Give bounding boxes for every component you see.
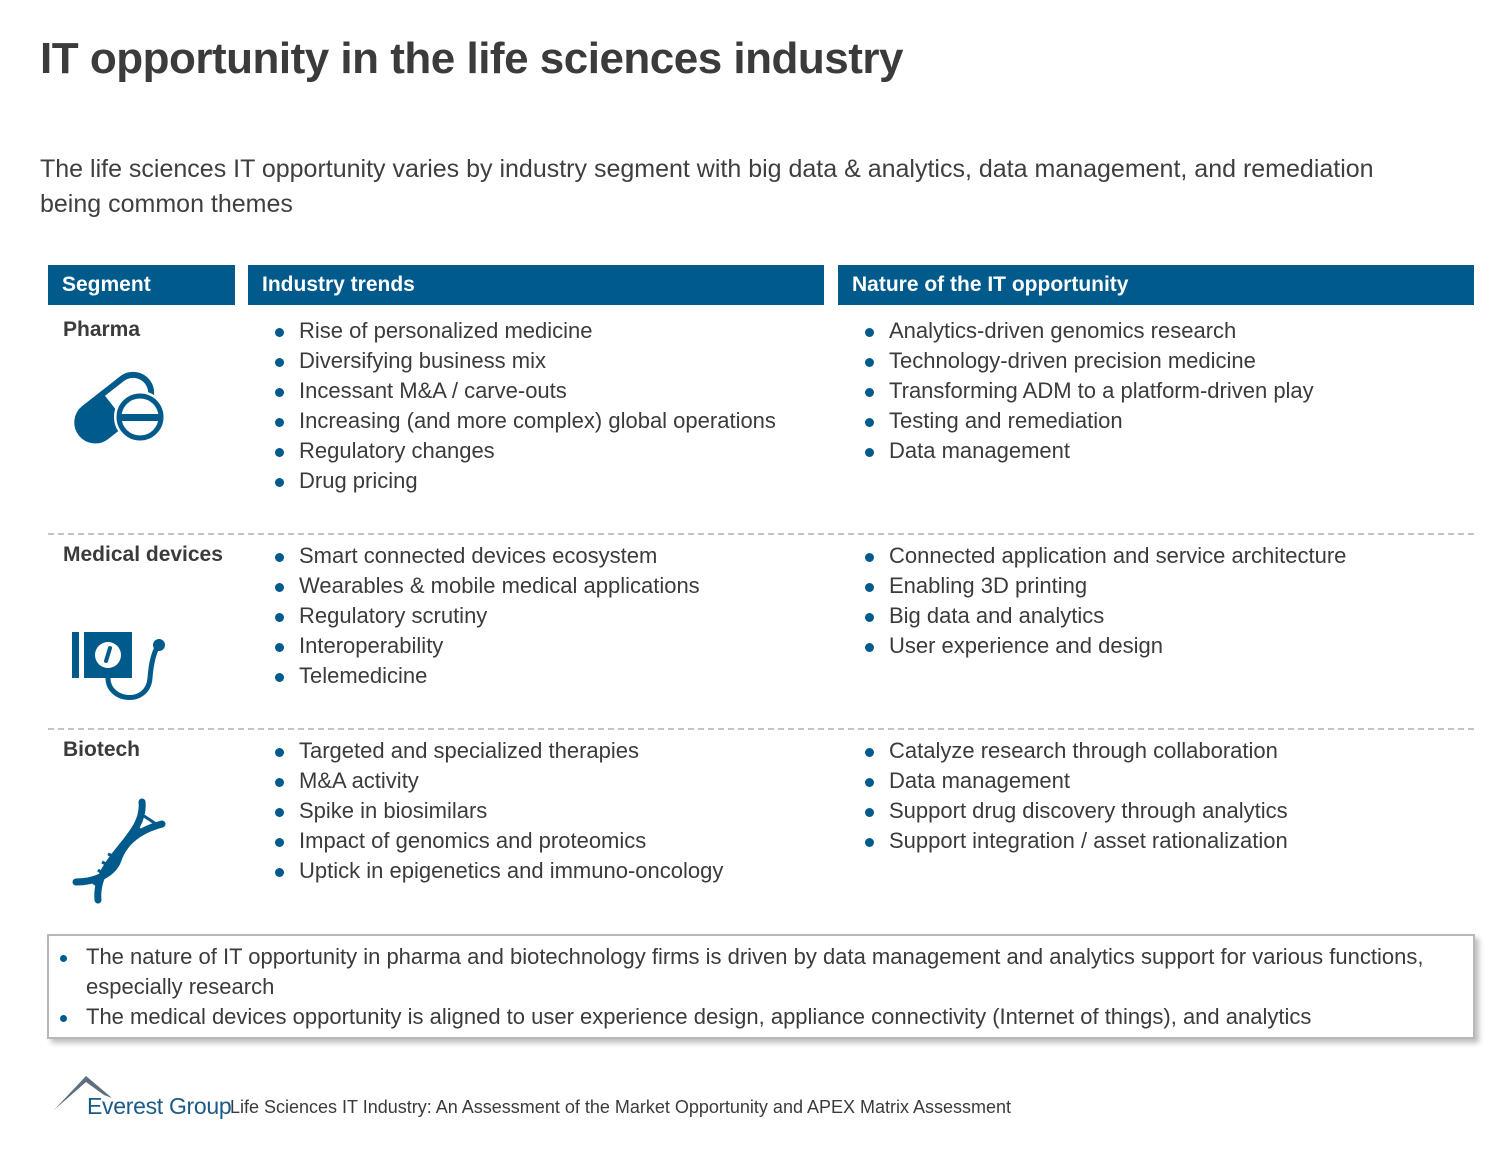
list-item: User experience and design (862, 631, 1346, 661)
list-item: Support integration / asset rationalization (862, 826, 1288, 856)
list-item: Support drug discovery through analytics (862, 796, 1288, 826)
summary-item: The medical devices opportunity is aligned to user experience design, appliance connectivity (Internet of things), and analytics (55, 1002, 1455, 1032)
header-it-opportunity: Nature of the IT opportunity (838, 265, 1474, 305)
list-item: Targeted and specialized therapies (272, 736, 723, 766)
list-item: Big data and analytics (862, 601, 1346, 631)
segment-name-biotech: Biotech (63, 738, 141, 761)
biotech-opportunity-list (862, 736, 1288, 856)
list-item: Telemedicine (272, 661, 700, 691)
list-item: Uptick in epigenetics and immuno-oncology (272, 856, 723, 886)
header-segment: Segment (48, 265, 235, 305)
list-item: Data management (862, 766, 1288, 796)
summary-list (55, 942, 1455, 1032)
medical-devices-trends-list (272, 541, 700, 691)
list-item: Impact of genomics and proteomics (272, 826, 723, 856)
list-item: Analytics-driven genomics research (862, 316, 1314, 346)
list-item: Technology-driven precision medicine (862, 346, 1314, 376)
list-item: M&A activity (272, 766, 723, 796)
segment-name-pharma: Pharma (63, 318, 141, 341)
segment-name-medical-devices: Medical devices (63, 543, 223, 566)
list-item: Diversifying business mix (272, 346, 776, 376)
list-item: Rise of personalized medicine (272, 316, 776, 346)
list-item: Increasing (and more complex) global operations (272, 406, 776, 436)
list-item: Data management (862, 436, 1314, 466)
biotech-trends-list (272, 736, 723, 886)
list-item: Regulatory scrutiny (272, 601, 700, 631)
pharma-opportunity-list (862, 316, 1314, 466)
list-item: Wearables & mobile medical applications (272, 571, 700, 601)
pill-icon (70, 365, 170, 450)
list-item: Regulatory changes (272, 436, 776, 466)
summary-item: The nature of IT opportunity in pharma and biotechnology firms is driven by data management and analytics support for various functions, especially research (55, 942, 1455, 1002)
medical-device-icon (70, 628, 170, 706)
list-item: Interoperability (272, 631, 700, 661)
source-citation: Life Sciences IT Industry: An Assessment of the Market Opportunity and APEX Matrix Assessment (230, 1097, 1012, 1117)
page-title: IT opportunity in the life sciences industry (40, 34, 904, 83)
pharma-trends-list (272, 316, 776, 496)
list-item: Connected application and service architecture (862, 541, 1346, 571)
list-item: Transforming ADM to a platform-driven play (862, 376, 1314, 406)
list-item: Testing and remediation (862, 406, 1314, 436)
logo-text: Everest Group (87, 1093, 232, 1119)
list-item: Enabling 3D printing (862, 571, 1346, 601)
row-divider (48, 728, 1474, 730)
medical-devices-opportunity-list (862, 541, 1346, 661)
page-subtitle: The life sciences IT opportunity varies by industry segment with big data & analytics, data management, and remediation being common themes (40, 155, 1374, 218)
list-item: Smart connected devices ecosystem (272, 541, 700, 571)
list-item: Drug pricing (272, 466, 776, 496)
dna-icon (72, 798, 167, 904)
summary-box (47, 934, 1475, 1039)
header-industry-trends: Industry trends (248, 265, 824, 305)
list-item: Spike in biosimilars (272, 796, 723, 826)
list-item: Incessant M&A / carve-outs (272, 376, 776, 406)
list-item: Catalyze research through collaboration (862, 736, 1288, 766)
row-divider (48, 533, 1474, 535)
